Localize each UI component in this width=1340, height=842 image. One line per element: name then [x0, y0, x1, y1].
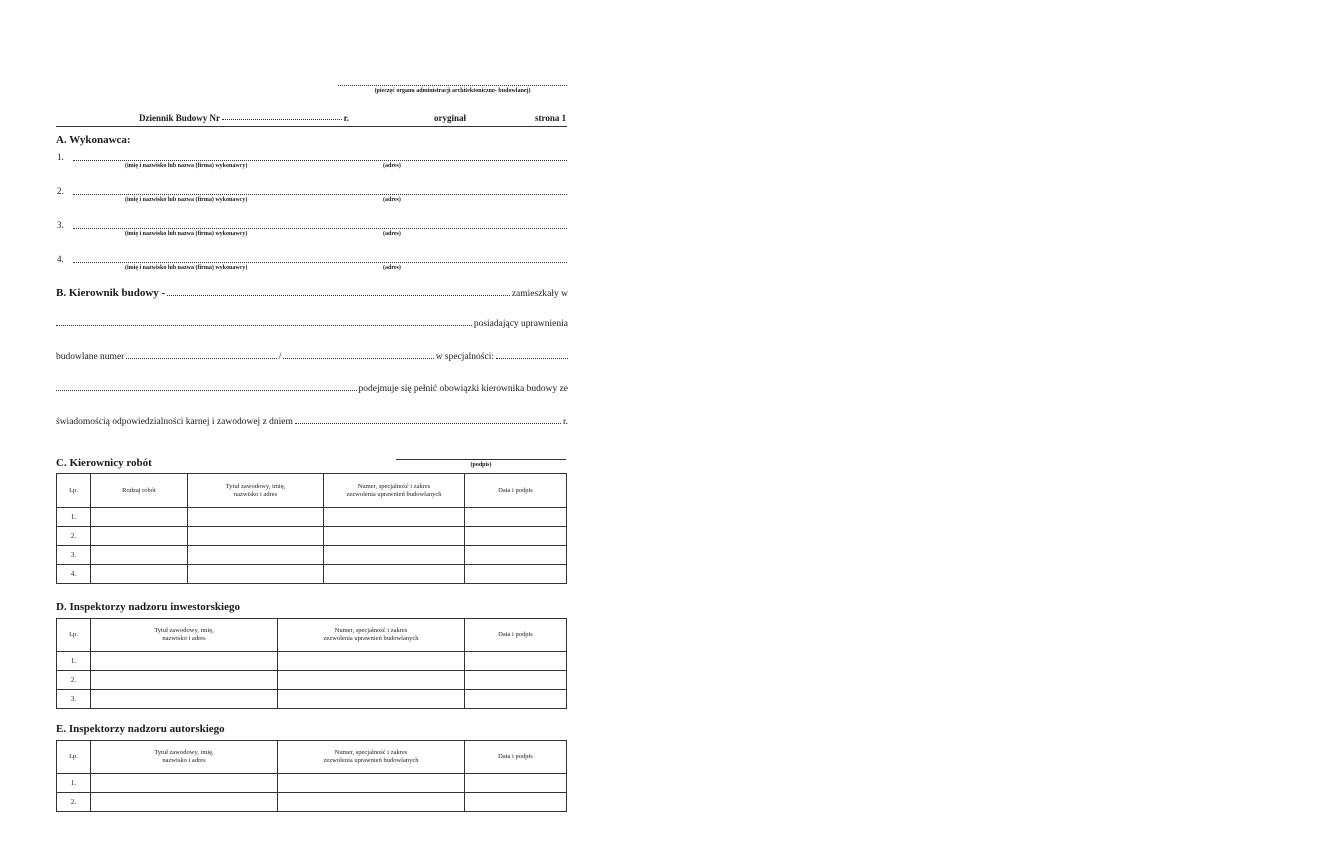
row-number: 2. — [57, 793, 91, 812]
header-date-signature: Data i podpis — [465, 619, 567, 652]
resident-text: zamieszkały w — [511, 289, 568, 299]
contractor-4-address-caption: (adres) — [383, 265, 401, 271]
table-row — [57, 793, 567, 812]
cell[interactable] — [278, 793, 465, 812]
page-label: strona 1 — [535, 113, 567, 123]
header-date-signature: Data i podpis — [465, 474, 567, 508]
table-header-row — [57, 619, 567, 652]
row-number: 1. — [57, 652, 91, 671]
start-date-field[interactable] — [295, 423, 561, 424]
licence-number-suffix-field[interactable] — [283, 358, 433, 359]
diary-number-row — [139, 113, 349, 123]
licence-number-field[interactable] — [126, 358, 276, 359]
header-title-name: Tytuł zawodowy, imię, nazwisko i adres — [91, 619, 278, 652]
diary-year-suffix: r. — [343, 113, 349, 123]
contractor-2-field[interactable] — [73, 194, 567, 195]
contractor-4-number: 4. — [57, 254, 64, 264]
contractor-3-number: 3. — [57, 220, 64, 230]
header-title-name: Tytuł zawodowy, imię, nazwisko i adres — [91, 741, 278, 774]
row-number: 3. — [57, 690, 91, 709]
licence-slash: / — [278, 352, 282, 362]
signature-line[interactable] — [396, 459, 566, 460]
cell[interactable] — [324, 527, 465, 546]
organ-stamp-line — [338, 85, 567, 86]
cell[interactable] — [465, 793, 567, 812]
section-e-title: E. Inspektorzy nadzoru autorskiego — [56, 723, 225, 735]
undertakes-text: podejmuje się pełnić obowiązki kierownika budowy ze — [358, 384, 568, 394]
cell[interactable] — [278, 671, 465, 690]
cell[interactable] — [91, 546, 188, 565]
contractor-2-name-caption: (imię i nazwisko lub nazwa (firma) wykonawcy) — [125, 197, 248, 203]
organ-stamp-caption: (pieczęć organu administracji architektoniczno- budowlanej) — [374, 88, 531, 94]
cell[interactable] — [91, 774, 278, 793]
table-header-row — [57, 741, 567, 774]
table-row — [57, 774, 567, 793]
row-number: 3. — [57, 546, 91, 565]
cell[interactable] — [278, 690, 465, 709]
header-licence: Numer, specjalność i zakres zezwolenia uprawnień budowlanych — [324, 474, 465, 508]
contractor-1-field[interactable] — [73, 160, 567, 161]
section-d-title: D. Inspektorzy nadzoru inwestorskiego — [56, 601, 240, 613]
row-number: 2. — [57, 671, 91, 690]
row-number: 2. — [57, 527, 91, 546]
diary-number-label: Dziennik Budowy Nr — [139, 113, 221, 123]
licence-number-label: budowlane numer — [56, 352, 125, 362]
start-date-row — [56, 417, 568, 427]
header-title-name: Tytuł zawodowy, imię, nazwisko i adres — [188, 474, 324, 508]
table-row — [57, 546, 567, 565]
licence-row — [56, 352, 568, 362]
cell[interactable] — [91, 565, 188, 584]
section-a-title: A. Wykonawca: — [56, 134, 131, 146]
cell[interactable] — [465, 671, 567, 690]
cell[interactable] — [91, 690, 278, 709]
table-row — [57, 690, 567, 709]
cell[interactable] — [465, 565, 567, 584]
header-divider — [56, 126, 567, 127]
row-number: 1. — [57, 774, 91, 793]
header-lp: Lp. — [57, 474, 91, 508]
residence-field[interactable] — [56, 325, 472, 326]
row-number: 4. — [57, 565, 91, 584]
contractor-3-address-caption: (adres) — [383, 231, 401, 237]
table-row — [57, 565, 567, 584]
table-row — [57, 652, 567, 671]
site-manager-name-field[interactable] — [167, 295, 510, 296]
cell[interactable] — [91, 527, 188, 546]
signature-caption: (podpis) — [470, 462, 492, 468]
specialty-label: w specjalności: — [435, 352, 494, 362]
contractor-1-name-caption: (imię i nazwisko lub nazwa (firma) wykonawcy) — [125, 163, 248, 169]
contractor-2-address-caption: (adres) — [383, 197, 401, 203]
header-licence: Numer, specjalność i zakres zezwolenia uprawnień budowlanych — [278, 619, 465, 652]
residence-row — [56, 319, 568, 329]
cell[interactable] — [324, 508, 465, 527]
section-b-title: B. Kierownik budowy - — [56, 287, 166, 299]
licence-text: posiadający uprawnienia — [473, 319, 568, 329]
header-lp: Lp. — [57, 741, 91, 774]
cell[interactable] — [188, 546, 324, 565]
contractor-1-number: 1. — [57, 152, 64, 162]
original-label: oryginał — [434, 113, 467, 123]
header-work-type: Rodzaj robót — [91, 474, 188, 508]
undertakes-field[interactable] — [56, 390, 357, 391]
table-row — [57, 527, 567, 546]
header-lp: Lp. — [57, 619, 91, 652]
cell[interactable] — [278, 652, 465, 671]
table-row — [57, 508, 567, 527]
contractor-2-number: 2. — [57, 186, 64, 196]
cell[interactable] — [188, 527, 324, 546]
cell[interactable] — [91, 652, 278, 671]
site-manager-row — [56, 287, 568, 299]
contractor-3-field[interactable] — [73, 228, 567, 229]
header-date-signature: Data i podpis — [465, 741, 567, 774]
diary-number-field[interactable] — [222, 119, 342, 120]
cell[interactable] — [465, 690, 567, 709]
table-row — [57, 671, 567, 690]
header-licence: Numer, specjalność i zakres zezwolenia uprawnień budowlanych — [278, 741, 465, 774]
awareness-text: świadomością odpowiedzialności karnej i zawodowej z dniem — [56, 417, 293, 427]
contractor-3-name-caption: (imię i nazwisko lub nazwa (firma) wykonawcy) — [125, 231, 248, 237]
cell[interactable] — [465, 774, 567, 793]
cell[interactable] — [465, 546, 567, 565]
section-c-title: C. Kierownicy robót — [56, 457, 152, 469]
cell[interactable] — [465, 527, 567, 546]
cell[interactable] — [188, 565, 324, 584]
start-date-suffix: r. — [562, 417, 568, 427]
investor-inspectors-table — [56, 618, 567, 709]
cell[interactable] — [188, 508, 324, 527]
cell[interactable] — [465, 652, 567, 671]
cell[interactable] — [465, 508, 567, 527]
cell[interactable] — [324, 565, 465, 584]
author-inspectors-table — [56, 740, 567, 812]
cell[interactable] — [91, 671, 278, 690]
cell[interactable] — [91, 793, 278, 812]
cell[interactable] — [278, 774, 465, 793]
cell[interactable] — [91, 508, 188, 527]
table-header-row — [57, 474, 567, 508]
cell[interactable] — [324, 546, 465, 565]
contractor-4-field[interactable] — [73, 262, 567, 263]
specialty-field[interactable] — [496, 358, 568, 359]
row-number: 1. — [57, 508, 91, 527]
site-supervisors-table — [56, 473, 567, 584]
undertakes-row — [56, 384, 568, 394]
contractor-1-address-caption: (adres) — [383, 163, 401, 169]
contractor-4-name-caption: (imię i nazwisko lub nazwa (firma) wykonawcy) — [125, 265, 248, 271]
